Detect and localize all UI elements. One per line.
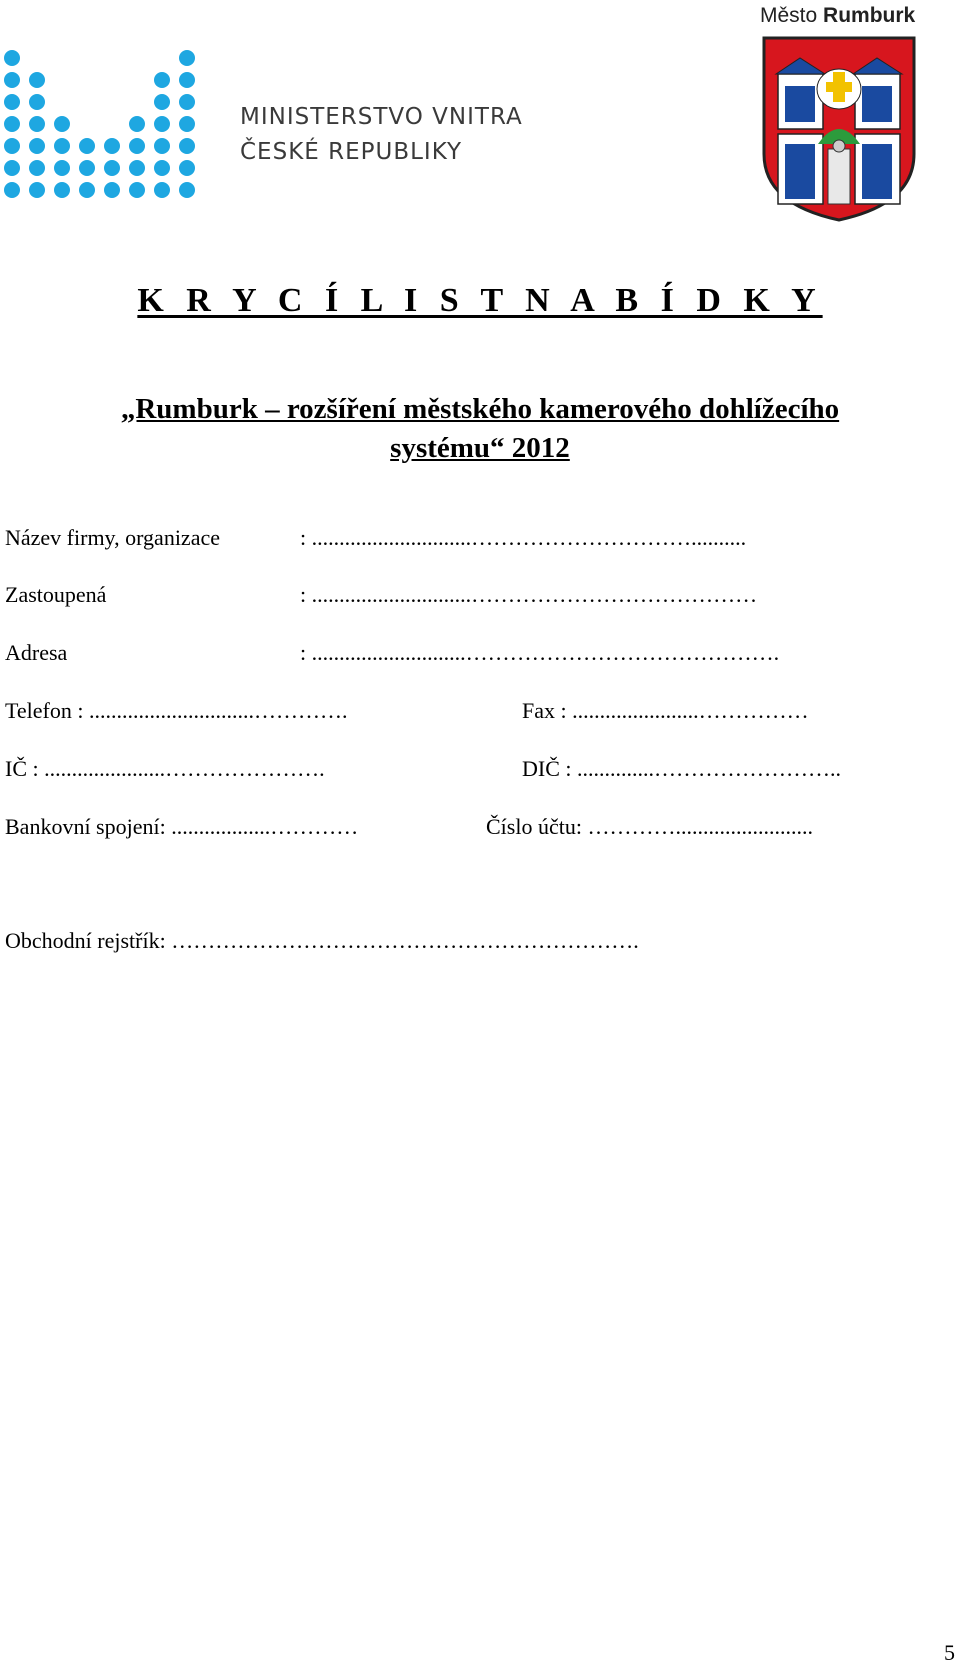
logo-dot <box>154 94 170 110</box>
logo-dot <box>29 94 45 110</box>
logo-dot <box>154 138 170 154</box>
ministry-dot-logo <box>2 40 202 200</box>
logo-dot <box>129 138 145 154</box>
logo-dot <box>154 182 170 198</box>
logo-dot <box>54 182 70 198</box>
logo-dot <box>4 116 20 132</box>
address-field: : ............................……………………………………. <box>300 640 780 665</box>
logo-dot <box>129 182 145 198</box>
ministry-line-2: ČESKÉ REPUBLIKY <box>240 139 463 165</box>
logo-dot <box>104 138 120 154</box>
logo-dot <box>54 138 70 154</box>
logo-dot <box>154 72 170 88</box>
logo-dot <box>4 182 20 198</box>
logo-dot <box>54 160 70 176</box>
city-prefix: Město <box>760 4 818 27</box>
logo-dot <box>129 160 145 176</box>
logo-dot <box>79 182 95 198</box>
bank-field: Bankovní spojení: ..................………… <box>5 814 359 839</box>
dic-field: DIČ : ..............…………………….. <box>522 756 841 781</box>
logo-dot <box>154 116 170 132</box>
document-subtitle <box>0 390 960 468</box>
logo-dot <box>129 116 145 132</box>
company-label: Název firmy, organizace <box>5 525 220 550</box>
city-logo-text <box>760 4 915 28</box>
logo-dot <box>179 94 195 110</box>
logo-dot <box>104 182 120 198</box>
commercial-register-field: Obchodní rejstřík: ………………………………………………………. <box>5 928 639 953</box>
logo-dot <box>29 182 45 198</box>
logo-dot <box>179 72 195 88</box>
logo-dot <box>179 182 195 198</box>
subtitle-line-2: systému“ 2012 <box>390 432 570 464</box>
logo-dot <box>29 138 45 154</box>
logo-dot <box>79 138 95 154</box>
logo-dot <box>179 116 195 132</box>
ministry-line-1: MINISTERSTVO VNITRA <box>240 104 523 130</box>
logo-dot <box>179 50 195 66</box>
city-name: Rumburk <box>823 4 916 27</box>
logo-dot <box>4 50 20 66</box>
page-number: 5 <box>944 1640 955 1665</box>
logo-dot <box>4 138 20 154</box>
logo-dot <box>29 160 45 176</box>
phone-field: Telefon : ..............................…………. <box>5 698 348 723</box>
document-title: K R Y C Í L I S T N A B Í D K Y <box>137 282 823 319</box>
logo-dot <box>54 116 70 132</box>
logo-dot <box>179 138 195 154</box>
logo-dot <box>79 160 95 176</box>
logo-dot <box>29 116 45 132</box>
fax-field: Fax : .......................…………… <box>522 698 809 723</box>
logo-dot <box>154 160 170 176</box>
logo-dot <box>179 160 195 176</box>
company-field: : .............................………………………….......... <box>300 525 747 550</box>
coat-of-arms-emblem <box>760 34 918 224</box>
address-label: Adresa <box>5 640 68 665</box>
represented-field: : .............................………………………………… <box>300 582 758 607</box>
logo-dot <box>104 160 120 176</box>
ministry-name <box>240 100 523 170</box>
represented-label: Zastoupená <box>5 582 107 607</box>
logo-dot <box>4 72 20 88</box>
logo-dot <box>4 160 20 176</box>
ic-field: IČ : ......................…………………. <box>5 756 325 781</box>
logo-dot <box>29 72 45 88</box>
logo-dot <box>4 94 20 110</box>
subtitle-line-1: „Rumburk – rozšíření městského kamerového dohlížecího <box>120 393 840 425</box>
account-number-field: Číslo účtu: …………......................... <box>486 814 813 839</box>
